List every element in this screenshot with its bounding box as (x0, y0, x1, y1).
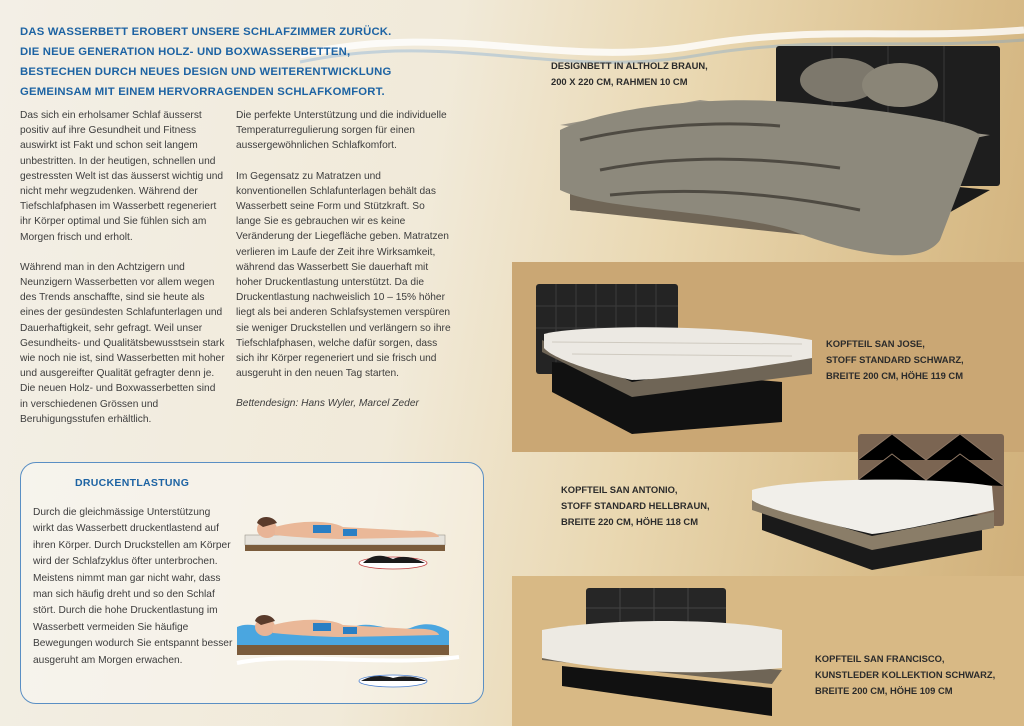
headline-line-3: BESTECHEN DURCH NEUES DESIGN UND WEITERENTWICKLUNG (20, 66, 392, 78)
paragraph: Die perfekte Unterstützung und die individuelle Temperaturregulierung sorgen für einen aussergewöhnlichen Schlafkomfort. (236, 110, 447, 152)
headline (20, 22, 490, 102)
caption-san-jose (826, 336, 964, 385)
caption-line: DESIGNBETT IN ALTHOLZ BRAUN, (551, 60, 708, 71)
paragraph: Das sich ein erholsamer Schlaf äusserst positiv auf ihre Gesundheit und Fitness auswirkt ist Fakt und schon seit langem unbestritten. In der heutigen, schnellen und gestressten Welt ist das äusserst wichtig und nicht mehr wegzudenken. Während der Tiefschlafphasen im Wasserbett regeneriert ihr Körper optimal und Sie fühlen sich am Morgen frisch und erholt. (20, 110, 224, 243)
caption-line: 200 X 220 CM, RAHMEN 10 CM (551, 76, 688, 88)
text-column-2 (236, 108, 451, 427)
caption-san-antonio (561, 482, 710, 531)
text-column-1 (20, 108, 225, 442)
conventional-mattress-diagram (243, 493, 458, 573)
headline-line-2: DIE NEUE GENERATION HOLZ- UND BOXWASSERBETTEN, (20, 46, 351, 58)
caption-line: KOPFTEIL SAN ANTONIO, (561, 484, 678, 495)
caption-line: KOPFTEIL SAN FRANCISCO, (815, 653, 945, 664)
pressure-relief-box (20, 462, 484, 704)
caption-line: BREITE 200 CM, HÖHE 119 CM (826, 370, 964, 382)
box-text: Durch die gleichmässige Unterstützung wirkt das Wasserbett druckentlastend auf ihren Körper. Durch Druckstellen am Körper wird der Schlafzyklus öfter unterbrochen. Meistens nimmt man gar nicht wahr, dass man sich häufig dreht und so den Schlaf stört. Durch die hohe Druckentlastung im Wasserbett vermeiden Sie häufige Bewegungen wodurch Sie entspannt besser ausgeruht am Morgen erwachen. (33, 507, 233, 666)
caption-line: BREITE 200 CM, HÖHE 109 CM (815, 685, 953, 697)
caption-designbett (551, 58, 708, 90)
caption-line: BREITE 220 CM, HÖHE 118 CM (561, 516, 699, 528)
headline-line-4: GEMEINSAM MIT EINEM HERVORRAGENDEN SCHLAFKOMFORT. (20, 86, 385, 98)
caption-line: STOFF STANDARD HELLBRAUN, (561, 500, 710, 512)
paragraph: Während man in den Achtzigern und Neunzigern Wasserbetten vor allem wegen des Trends anschaffte, sind sie heute als eines der gesündesten Schlafunterlagen und Dauerhaftigkeit, sehr gefragt. Weil unser Gesundheits- und Qualitätsbewusstsein stark wie noch nie ist, sind Wasserbetten mit hoher und ausgereifter Qualität gefragter denn je. Die neuen Holz- und Boxwasserbetten sind in verschiedenen Grössen und Beruhigungsstufen erhältlich. (20, 261, 225, 425)
headline-line-1: DAS WASSERBETT EROBERT UNSERE SCHLAFZIMMER ZURÜCK. (20, 26, 392, 38)
caption-line: KOPFTEIL SAN JOSE, (826, 338, 925, 349)
waterbed-diagram (233, 601, 473, 691)
caption-line: STOFF STANDARD SCHWARZ, (826, 354, 964, 366)
caption-line: KUNSTLEDER KOLLEKTION SCHWARZ, (815, 669, 996, 681)
box-title: DRUCKENTLASTUNG (75, 477, 190, 489)
caption-san-francisco (815, 651, 995, 700)
design-credit: Bettendesign: Hans Wyler, Marcel Zeder (236, 398, 419, 410)
paragraph: Im Gegensatz zu Matratzen und konventionellen Schlafunterlagen behält das Wasserbett seine Form und Stützkraft. So lange Sie es gebrauchen wir es keine Veränderung der Liegefläche geben. Matratzen verlieren im Laufe der Zeit ihre Wirksamkeit, während das Wasserbett Sie dauerhaft mit hoher Druckentlastung unterstützt. Da die Druckentlastung nachweislich 10 – 15% höher liegt als bei anderen Schlafsystemen verspüren sie weniger Druckstellen und verlängern so ihre Tiefschlafphasen, welche dafür sorgen, dass sich ihr Körper regeneriert und sie frisch und ausgeruht in den neuen Tag starten. (236, 170, 451, 380)
